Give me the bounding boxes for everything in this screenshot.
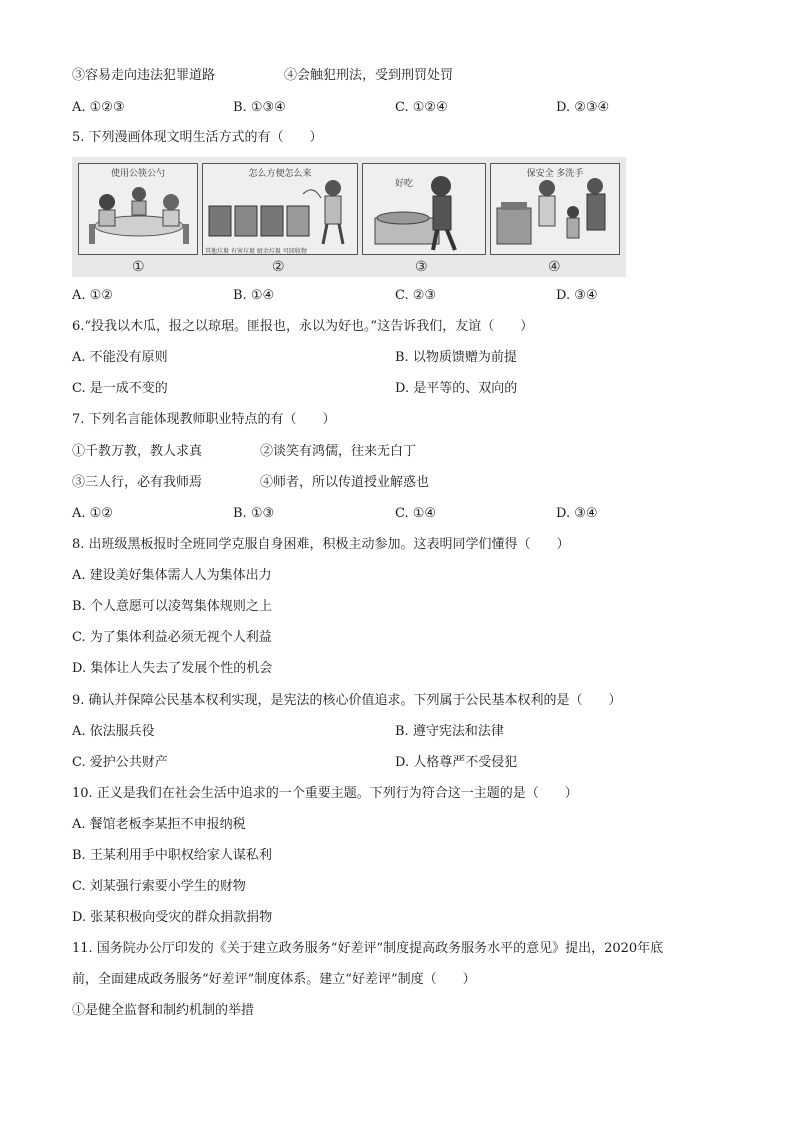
panel-4-number: ④	[548, 259, 561, 275]
question-8: 8. 出班级黑板报时全班同学克服自身困难，积极主动参加。这表明同学们懂得（ ）	[72, 537, 570, 552]
q8-option-a[interactable]: A. 建设美好集体需人人为集体出力	[72, 568, 272, 583]
q5-option-c[interactable]: C. ②③	[395, 288, 437, 303]
q9-option-a[interactable]: A. 依法服兵役	[72, 724, 155, 739]
q7-option-a[interactable]: A. ①②	[72, 506, 113, 521]
q7-statement-1: ①千教万教，教人求真	[72, 444, 203, 459]
q4-option-a[interactable]: A. ①②③	[72, 100, 125, 115]
comic-panel-1	[78, 163, 198, 255]
comic-panel-4	[490, 163, 620, 255]
bin-label-kitchen: 厨余垃圾	[256, 248, 281, 255]
question-7: 7. 下列名言能体现教师职业特点的有（ ）	[72, 412, 336, 427]
q7-statement-4: ④师者，所以传道授业解惑也	[260, 475, 430, 490]
q9-option-b[interactable]: B. 遵守宪法和法律	[395, 724, 504, 739]
q6-option-b[interactable]: B. 以物质馈赠为前提	[395, 350, 517, 365]
bin-label-hazardous: 有害垃圾	[230, 248, 255, 255]
question-9: 9. 确认并保障公民基本权利实现，是宪法的核心价值追求。下列属于公民基本权利的是（ ）	[72, 693, 622, 708]
q8-option-c[interactable]: C. 为了集体利益必须无视个人利益	[72, 630, 272, 645]
q7-option-d[interactable]: D. ③④	[556, 506, 598, 521]
q6-option-d[interactable]: D. 是平等的、双向的	[395, 381, 518, 396]
question-11-line-1: 11. 国务院办公厅印发的《关于建立政务服务“好差评”制度提高政务服务水平的意见》提出，2020年底	[72, 941, 664, 956]
q6-option-a[interactable]: A. 不能没有原则	[72, 350, 168, 365]
q9-option-c[interactable]: C. 爱护公共财产	[72, 755, 168, 770]
q10-option-b[interactable]: B. 王某利用手中职权给家人谋私利	[72, 848, 272, 863]
panel-3-title: 好吃	[394, 179, 413, 189]
panel-2-title: 怎么方便怎么来	[248, 169, 312, 179]
q7-option-b[interactable]: B. ①③	[233, 506, 275, 521]
panel-1-number: ①	[132, 259, 145, 275]
q10-option-a[interactable]: A. 餐馆老板李某拒不申报纳税	[72, 817, 246, 832]
panel-1-title: 使用公筷公勺	[110, 169, 165, 179]
comic-strip	[72, 157, 626, 277]
question-5: 5. 下列漫画体现文明生活方式的有（ ）	[72, 130, 323, 145]
question-6: 6.“投我以木瓜，报之以琼琚。匪报也，永以为好也。”这告诉我们，友谊（ ）	[72, 319, 534, 334]
bin-label-other: 其他垃圾	[205, 248, 230, 255]
q6-option-c[interactable]: C. 是一成不变的	[72, 381, 168, 396]
q5-option-a[interactable]: A. ①②	[72, 288, 113, 303]
q7-statement-3: ③三人行，必有我师焉	[72, 475, 203, 490]
q5-option-b[interactable]: B. ①④	[233, 288, 275, 303]
q5-option-d[interactable]: D. ③④	[556, 288, 598, 303]
statement-4: ④会触犯刑法，受到刑罚处罚	[284, 68, 454, 83]
q4-option-c[interactable]: C. ①②④	[395, 100, 448, 115]
q10-option-d[interactable]: D. 张某积极向受灾的群众捐款捐物	[72, 910, 273, 925]
panel-4-title: 保安全 多洗手	[526, 169, 584, 179]
q4-option-d[interactable]: D. ②③④	[556, 100, 610, 115]
statement-3: ③容易走向违法犯罪道路	[72, 68, 216, 83]
q7-option-c[interactable]: C. ①④	[395, 506, 437, 521]
bin-label-recyclable: 可回收物	[282, 248, 307, 255]
panel-3-number: ③	[415, 259, 428, 275]
panel-2-number: ②	[272, 259, 285, 275]
q7-statement-2: ②谈笑有鸿儒，往来无白丁	[260, 444, 417, 459]
q8-option-d[interactable]: D. 集体让人失去了发展个性的机会	[72, 661, 273, 676]
q4-option-b[interactable]: B. ①③④	[233, 100, 286, 115]
question-10: 10. 正义是我们在社会生活中追求的一个重要主题。下列行为符合这一主题的是（ ）	[72, 786, 578, 801]
q10-option-c[interactable]: C. 刘某强行索要小学生的财物	[72, 879, 246, 894]
comic-panel-3	[362, 163, 486, 255]
q11-statement-1: ①是健全监督和制约机制的举措	[72, 1003, 255, 1018]
q8-option-b[interactable]: B. 个人意愿可以凌驾集体规则之上	[72, 599, 272, 614]
question-11-line-2: 前，全面建成政务服务“好差评”制度体系。建立“好差评”制度（ ）	[72, 972, 476, 987]
q9-option-d[interactable]: D. 人格尊严不受侵犯	[395, 755, 518, 770]
